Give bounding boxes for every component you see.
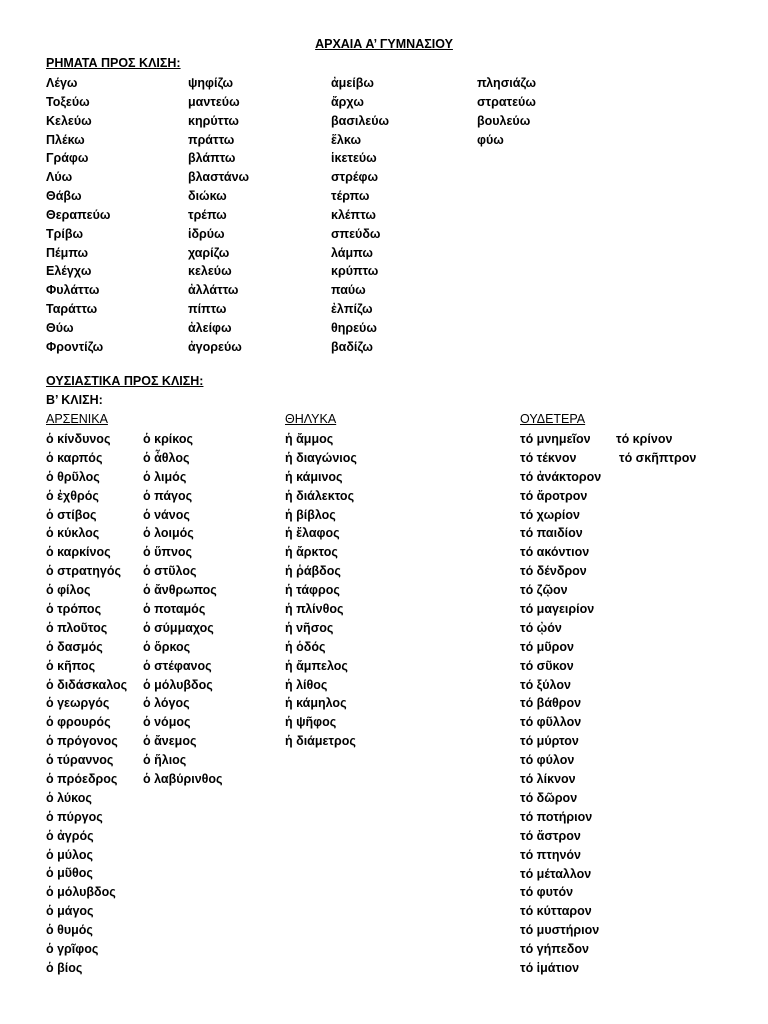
neuter-noun: τό μυστήριον	[520, 923, 600, 938]
masculine-noun: ὁ κίνδυνος	[46, 432, 111, 446]
verb-item: Πλέκω	[46, 132, 85, 147]
masculine-noun: ὁ γεωργός	[46, 696, 110, 711]
neuter-noun: τό δῶρον	[520, 790, 578, 805]
neuter-noun: τό δένδρον	[520, 564, 587, 579]
verb-item: λάμπω	[331, 245, 373, 260]
verb-item: ἀλείφω	[188, 320, 232, 335]
neuter-noun: τό μαγειρίον	[520, 602, 595, 617]
neuter-noun: τό κρίνον	[616, 432, 673, 446]
masculine-noun: ὁ λοιμός	[143, 526, 194, 541]
feminine-noun: ἡ ἄμμος	[285, 432, 334, 446]
masculine-noun: ὁ βίος	[46, 960, 83, 975]
neuter-pair-row	[520, 449, 696, 468]
neuter-noun: τό σῦκον	[520, 658, 574, 673]
masculine-noun: ὁ ἄνεμος	[143, 734, 197, 749]
masculine-noun: ὁ ὅρκος	[143, 639, 191, 654]
masculine-noun: ὁ μόλυβδος	[46, 885, 116, 900]
masculine-noun: ὁ φρουρός	[46, 715, 111, 730]
masculine-noun: ὁ μάγος	[46, 904, 94, 919]
nouns-heading: ΟΥΣΙΑΣΤΙΚΑ ΠΡΟΣ ΚΛΙΣΗ:	[46, 374, 204, 388]
neuter-noun: τό ἀνάκτορον	[520, 469, 602, 484]
verb-item: βλάπτω	[188, 151, 236, 166]
feminine-noun: ἡ ἄρκτος	[285, 545, 338, 560]
feminine-noun: ἡ ῥάβδος	[285, 564, 341, 579]
feminine-noun: ἡ διάμετρος	[285, 734, 356, 749]
masculine-noun: ὁ τύραννος	[46, 753, 114, 768]
neuter-noun: τό μνημεῖον	[520, 432, 591, 446]
verb-item: Πέμπω	[46, 245, 89, 260]
verb-item: Θάβω	[46, 189, 82, 204]
masculine-column-2	[143, 430, 223, 789]
verb-item: διώκω	[188, 189, 227, 204]
masculine-noun: ὁ θρῦλος	[46, 469, 100, 484]
neuter-noun: τό ᾠόν	[520, 620, 562, 635]
verbs-heading: ΡΗΜΑΤΑ ΠΡΟΣ ΚΛΙΣΗ:	[46, 56, 181, 70]
masculine-noun: ὁ πρόεδρος	[46, 772, 118, 787]
masculine-noun: ὁ σύμμαχος	[143, 620, 214, 635]
masculine-noun: ὁ θυμός	[46, 923, 93, 938]
verb-item: Φυλάττω	[46, 283, 100, 298]
verb-item: στρέφω	[331, 170, 379, 185]
verb-item: βασιλεύω	[331, 113, 390, 128]
masculine-noun: ὁ πλοῦτος	[46, 620, 108, 635]
verb-item: ἀγορεύω	[188, 339, 242, 354]
masculine-noun: ὁ στέφανος	[143, 658, 212, 673]
feminine-noun: ἡ πλίνθος	[285, 602, 344, 617]
feminine-noun: ἡ λίθος	[285, 677, 328, 692]
neuter-noun: τό φύλον	[520, 753, 575, 768]
verb-item: θηρεύω	[331, 320, 377, 335]
verb-item: σπεύδω	[331, 226, 381, 241]
verb-item: στρατεύω	[477, 94, 536, 109]
verb-item: Τοξεύω	[46, 94, 90, 109]
verb-item: κρύπτω	[331, 264, 379, 279]
verb-item: κλέπτω	[331, 207, 376, 222]
masculine-noun: ὁ τρόπος	[46, 602, 102, 617]
masculine-column-1	[46, 430, 127, 978]
neuter-pair-row	[520, 430, 696, 449]
masculine-noun: ὁ πάγος	[143, 488, 193, 503]
masculine-noun: ὁ ἀγρός	[46, 828, 94, 843]
verb-item: πράττω	[188, 132, 235, 147]
verb-item: παύω	[331, 283, 366, 298]
masculine-noun: ὁ λαβύρινθος	[143, 772, 223, 787]
masculine-noun: ὁ νόμος	[143, 715, 191, 730]
masculine-noun: ὁ νάνος	[143, 507, 190, 522]
neuter-noun: τό γήπεδον	[520, 942, 589, 957]
verb-item: Ταράττω	[46, 302, 98, 317]
masculine-noun: ὁ λόγος	[143, 696, 190, 711]
neuter-noun: τό ἱμάτιον	[520, 960, 580, 975]
masculine-noun: ὁ στίβος	[46, 507, 97, 522]
neuter-noun: τό ἄστρον	[520, 828, 581, 843]
neuter-noun: τό παιδίον	[520, 526, 583, 541]
neuter-noun: τό βάθρον	[520, 696, 582, 711]
verb-item: τρέπω	[188, 207, 227, 222]
neuter-noun: τό μέταλλον	[520, 866, 592, 881]
masculine-noun: ὁ φίλος	[46, 583, 91, 598]
page-title: ΑΡΧΑΙΑ Α’ ΓΥΜΝΑΣΙΟΥ	[315, 37, 453, 51]
masculine-noun: ὁ διδάσκαλος	[46, 677, 128, 692]
verb-item: ἀμείβω	[331, 76, 374, 90]
verb-item: κηρύττω	[188, 113, 239, 128]
verb-item: Λύω	[46, 170, 73, 185]
masculine-noun: ὁ πρόγονος	[46, 734, 118, 749]
verb-item: κελεύω	[188, 264, 232, 279]
masculine-noun: ὁ καρπός	[46, 450, 103, 465]
verb-column-4	[477, 74, 536, 149]
neuter-noun: τό ζῷον	[520, 583, 568, 598]
verb-item: Φροντίζω	[46, 339, 104, 354]
verb-column-3	[331, 74, 389, 357]
verb-item: Λέγω	[46, 76, 78, 90]
verb-item: ἄρχω	[331, 94, 364, 109]
verb-item: ἀλλάττω	[188, 283, 239, 298]
verb-item: Ελέγχω	[46, 264, 92, 279]
neuter-noun: τό μῦρον	[520, 639, 574, 654]
feminine-noun: ἡ ἄμπελος	[285, 658, 348, 673]
feminine-noun: ἡ ἔλαφος	[285, 526, 340, 541]
verb-item: πίπτω	[188, 302, 227, 317]
feminine-noun: ἡ βίβλος	[285, 507, 336, 522]
feminine-label: ΘΗΛΥΚΑ	[285, 412, 337, 426]
masculine-noun: ὁ λιμός	[143, 469, 187, 484]
neuter-noun: τό φυτόν	[520, 885, 574, 900]
neuter-column	[520, 468, 601, 978]
neuter-noun: τό πτηνόν	[520, 847, 582, 862]
masculine-noun: ὁ ἐχθρός	[46, 488, 99, 503]
verb-item: χαρίζω	[188, 245, 230, 260]
neuter-noun: τό μύρτον	[520, 734, 579, 749]
masculine-label: ΑΡΣΕΝΙΚΑ	[46, 412, 108, 426]
verb-item: πλησιάζω	[477, 76, 537, 90]
masculine-noun: ὁ μῦθος	[46, 866, 93, 881]
masculine-noun: ὁ κῆπος	[46, 658, 96, 673]
feminine-noun: ἡ ψῆφος	[285, 715, 337, 730]
neuter-label: ΟΥΔΕΤΕΡΑ	[520, 412, 586, 426]
verb-item: βλαστάνω	[188, 170, 250, 185]
verb-item: Θύω	[46, 320, 74, 335]
verb-item: βουλεύω	[477, 113, 531, 128]
neuter-noun: τό τέκνον	[520, 450, 577, 465]
neuter-noun: τό χωρίον	[520, 507, 580, 522]
verb-column-1	[46, 74, 110, 357]
verb-item: Γράφω	[46, 151, 89, 166]
masculine-noun: ὁ μύλος	[46, 847, 93, 862]
verb-item: Θεραπεύω	[46, 207, 111, 222]
neuter-pairs	[520, 430, 696, 468]
neuter-noun: τό λίκνον	[520, 772, 576, 787]
masculine-noun: ὁ κρίκος	[143, 432, 193, 446]
verb-item: ἕλκω	[331, 132, 361, 147]
masculine-noun: ὁ ἄνθρωπος	[143, 583, 217, 598]
masculine-noun: ὁ πύργος	[46, 809, 103, 824]
neuter-noun: τό ξύλον	[520, 677, 571, 692]
masculine-noun: ὁ μόλυβδος	[143, 677, 213, 692]
feminine-column	[285, 430, 357, 751]
neuter-noun: τό ακόντιον	[520, 545, 590, 560]
verb-item: Τρίβω	[46, 226, 84, 241]
verb-item: ψηφίζω	[188, 76, 234, 90]
neuter-noun: τό κύτταρον	[520, 904, 592, 919]
masculine-noun: ὁ γρῖφος	[46, 942, 99, 957]
verb-item: φύω	[477, 132, 504, 147]
masculine-noun: ὁ δασμός	[46, 639, 103, 654]
masculine-noun: ὁ στῦλος	[143, 564, 197, 579]
verb-item: τέρπω	[331, 189, 370, 204]
masculine-noun: ὁ κύκλος	[46, 526, 100, 541]
verb-column-2	[188, 74, 249, 357]
neuter-noun: τό φῦλλον	[520, 715, 582, 730]
masculine-noun: ὁ ὕπνος	[143, 545, 193, 560]
verb-item: Κελεύω	[46, 113, 92, 128]
verb-item: βαδίζω	[331, 339, 373, 354]
masculine-noun: ὁ στρατηγός	[46, 564, 121, 579]
feminine-noun: ἡ νῆσος	[285, 620, 334, 635]
feminine-noun: ἡ τάφρος	[285, 583, 340, 598]
neuter-noun: τό ἄροτρον	[520, 488, 588, 503]
masculine-noun: ὁ καρκίνος	[46, 545, 111, 560]
feminine-noun: ἡ διάλεκτος	[285, 488, 355, 503]
neuter-noun: τό ποτήριον	[520, 809, 593, 824]
verb-item: μαντεύω	[188, 94, 240, 109]
masculine-noun: ὁ ἥλιος	[143, 753, 187, 768]
neuter-noun: τό σκῆπτρον	[619, 450, 697, 465]
verb-item: ἱκετεύω	[331, 151, 377, 166]
feminine-noun: ἡ διαγώνιος	[285, 450, 357, 465]
nouns-subheading: Β’ ΚΛΙΣΗ:	[46, 393, 103, 407]
feminine-noun: ἡ ὁδός	[285, 639, 326, 654]
masculine-noun: ὁ ποταμός	[143, 602, 206, 617]
feminine-noun: ἡ κάμηλος	[285, 696, 347, 711]
verb-item: ἐλπίζω	[331, 302, 373, 317]
masculine-noun: ὁ λύκος	[46, 790, 92, 805]
verb-item: ἱδρύω	[188, 226, 225, 241]
masculine-noun: ὁ ἆθλος	[143, 450, 190, 465]
feminine-noun: ἡ κάμινος	[285, 469, 343, 484]
